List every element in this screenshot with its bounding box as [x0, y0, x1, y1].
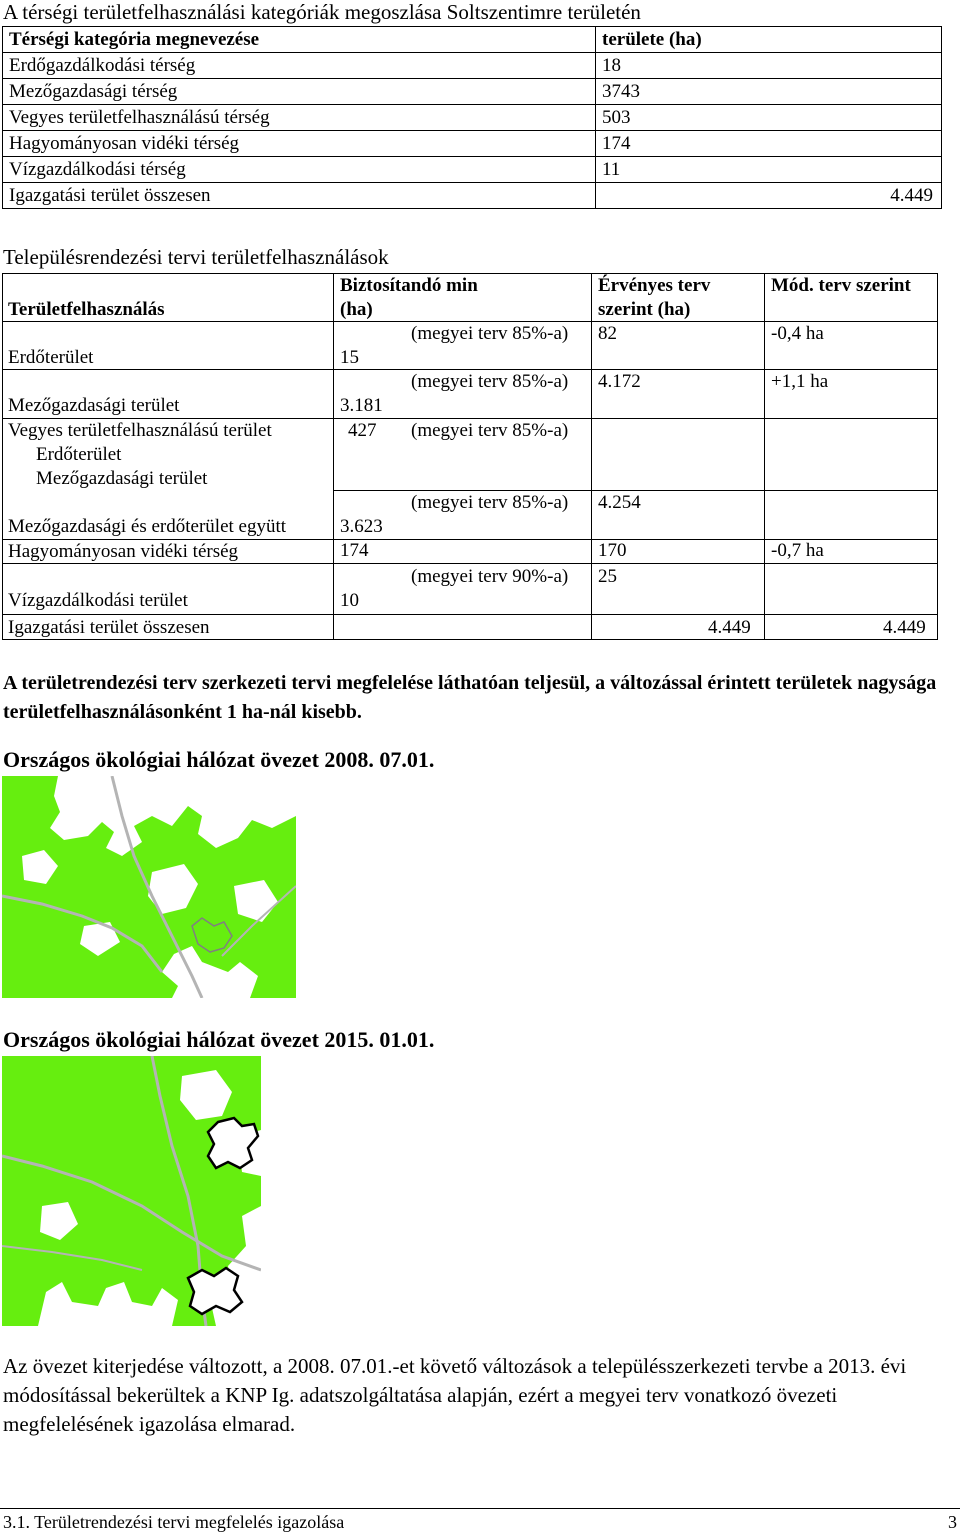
land-use-subitem: Erdőterület	[36, 444, 122, 465]
land-use-name: Hagyományosan vidéki térség	[8, 541, 239, 562]
regional-category-table	[2, 26, 942, 209]
category-name: Hagyományosan vidéki térség	[3, 131, 596, 157]
valid-plan-value: 4.254	[598, 492, 641, 513]
table-row	[3, 79, 942, 105]
valid-plan-value: 82	[598, 323, 617, 344]
county-plan-note: (megyei terv 90%-a)	[411, 566, 569, 587]
page-number: 3	[948, 1512, 957, 1532]
land-use-name: Vízgazdálkodási terület	[8, 590, 188, 611]
table-header-row	[3, 27, 942, 53]
map-2015-image	[2, 1056, 261, 1326]
min-area-value: 15	[340, 347, 359, 368]
table-row	[3, 131, 942, 157]
header-category-name: Térségi kategória megnevezése	[3, 27, 596, 53]
header-modified-plan: Mód. terv szerint	[771, 275, 911, 296]
category-area: 18	[596, 53, 942, 79]
modified-plan-value: -0,7 ha	[771, 540, 824, 561]
footer-section-title: 3.1. Területrendezési tervi megfelelés igazolása	[3, 1512, 345, 1532]
header-land-use: Területfelhasználás	[8, 299, 165, 320]
category-name: Erdőgazdálkodási térség	[3, 53, 596, 79]
header-area: területe (ha)	[596, 27, 942, 53]
county-plan-note: (megyei terv 85%-a)	[411, 492, 569, 513]
land-use-name: Mezőgazdasági és erdőterület együtt	[8, 516, 287, 537]
land-use-name: Erdőterület	[8, 347, 94, 368]
map-2015-heading: Országos ökológiai hálózat övezet 2015. 01.01.	[3, 1027, 435, 1052]
category-name: Mezőgazdasági térség	[3, 79, 596, 105]
min-area-value: 10	[340, 590, 359, 611]
modified-plan-value: +1,1 ha	[771, 371, 829, 392]
table-row	[3, 105, 942, 131]
modified-plan-total: 4.449	[883, 617, 926, 638]
category-area: 11	[596, 157, 942, 183]
table-total-row	[3, 183, 942, 209]
map-2008-image	[2, 776, 296, 998]
total-label: Igazgatási terület összesen	[8, 617, 210, 638]
land-use-name: Vegyes területfelhasználású terület	[8, 420, 272, 441]
change-explanation-paragraph: Az övezet kiterjedése változott, a 2008. 07.01.-et követő változások a településszerkezeti tervbe a 2013. évi módosítással bekerültek a KNP Ig. adatszolgáltatása alapján, ezért a megyei terv vonatkozó övezeti megfelelésének igazolása elmarad.	[3, 1354, 907, 1436]
table-row	[3, 53, 942, 79]
total-label: Igazgatási terület összesen	[3, 183, 596, 209]
land-use-name: Mezőgazdasági terület	[8, 395, 180, 416]
min-area-value: 3.181	[340, 395, 383, 416]
category-area: 174	[596, 131, 942, 157]
header-valid-plan-unit: szerint (ha)	[598, 299, 691, 320]
valid-plan-value: 4.172	[598, 371, 641, 392]
header-valid-plan: Érvényes terv	[598, 275, 711, 296]
category-name: Vegyes területfelhasználású térség	[3, 105, 596, 131]
land-use-subitem: Mezőgazdasági terület	[36, 468, 208, 489]
valid-plan-value: 25	[598, 566, 617, 587]
footer-divider	[0, 1508, 960, 1509]
total-value: 4.449	[596, 183, 942, 209]
min-area-value: 427	[348, 420, 377, 441]
county-plan-note: (megyei terv 85%-a)	[411, 323, 569, 344]
category-area: 3743	[596, 79, 942, 105]
table1-title: A térségi területfelhasználási kategóriák megoszlása Soltszentimre területén	[3, 0, 641, 24]
modified-plan-value: -0,4 ha	[771, 323, 824, 344]
county-plan-note: (megyei terv 85%-a)	[411, 371, 569, 392]
table2-title: Településrendezési tervi területfelhasználások	[3, 245, 389, 269]
min-area-value: 3.623	[340, 516, 383, 537]
header-min-area-unit: (ha)	[340, 299, 373, 320]
category-area: 503	[596, 105, 942, 131]
header-min-area: Biztosítandó min	[340, 275, 478, 296]
valid-plan-total: 4.449	[708, 617, 751, 638]
eco-network-map-2015	[2, 1056, 261, 1326]
eco-network-map-2008	[2, 776, 296, 998]
category-name: Vízgazdálkodási térség	[3, 157, 596, 183]
table-row	[3, 157, 942, 183]
county-plan-note: (megyei terv 85%-a)	[411, 420, 569, 441]
valid-plan-value: 170	[598, 540, 627, 561]
map-2008-heading: Országos ökológiai hálózat övezet 2008. 07.01.	[3, 747, 435, 772]
compliance-paragraph: A területrendezési terv szerkezeti tervi megfelelése láthatóan teljesül, a változással érintett területek nagysága területfelhasználásonként 1 ha-nál kisebb.	[3, 672, 937, 723]
land-use-table	[2, 273, 938, 639]
min-area-value: 174	[340, 540, 369, 561]
